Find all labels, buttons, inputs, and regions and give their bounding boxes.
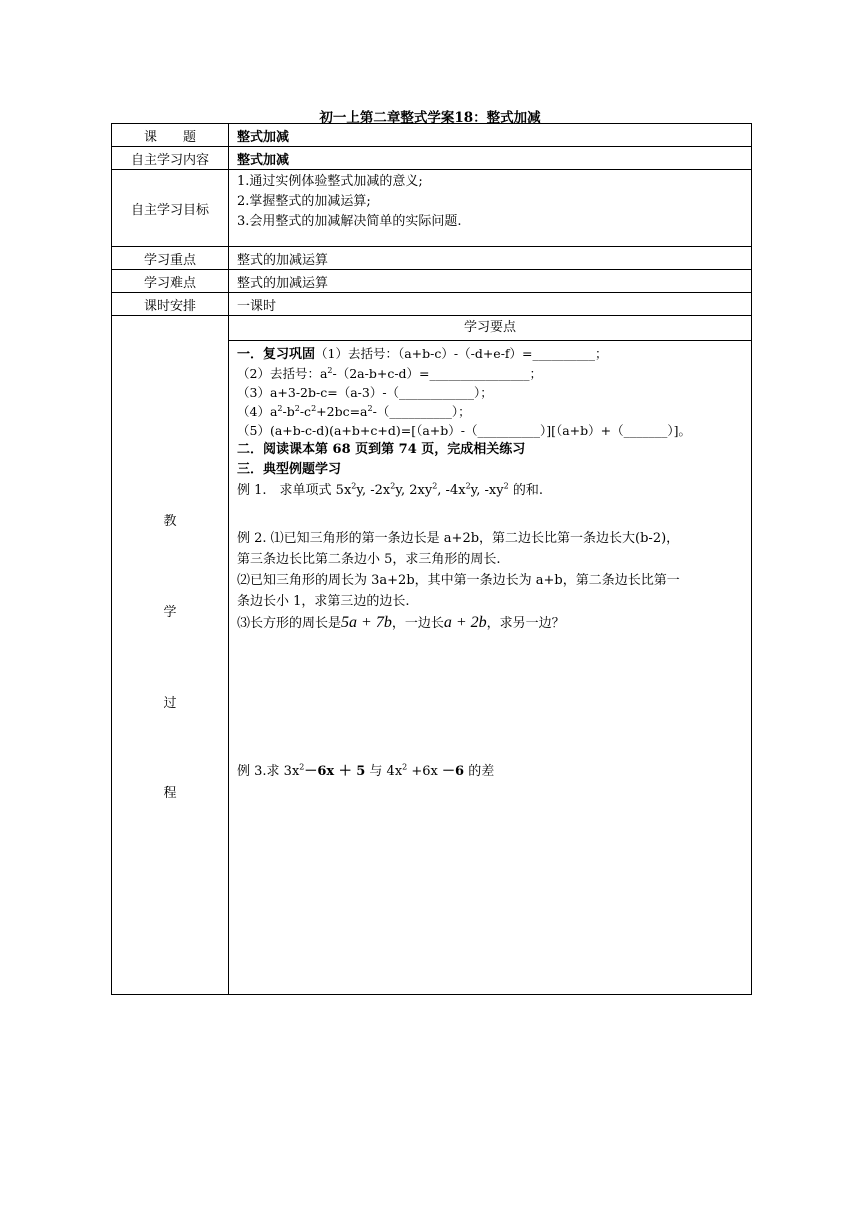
ex3-sup: 2 [402,762,408,772]
ex1-post: 的和. [508,483,543,498]
ex1-sup: 2 [351,481,357,491]
value-topic: 整式加减 [229,124,752,147]
ex3-mid: 与 4x [369,764,403,779]
ex3-post: 的差 [464,764,495,779]
ex1-sup: 2 [503,481,509,491]
label-process [112,316,229,995]
value-content: 整式加减 [229,147,752,170]
review-q1-text: （1）去括号：（a+b-c）-（-d+e-f）=__________； [315,346,608,361]
value-goals [229,170,752,247]
row-content [112,147,752,170]
ex3-b1: －6x ＋ 5 [304,764,366,779]
value-schedule: 一课时 [229,293,752,316]
q4-sup: 2 [294,403,300,413]
ex3-sup: 2 [299,762,305,772]
row-process [112,316,752,995]
review-q1 [237,344,747,364]
process-char: 过 [163,696,177,711]
ex2-line [237,612,747,634]
label-topic: 课 题 [112,124,229,147]
ex3-pre: 例 3.求 3x [237,764,300,779]
row-key-point [112,247,752,270]
ex1-t3: , -4x [437,483,466,498]
ex1-pre: 例 1. 求单项式 5x [237,483,352,498]
ex1-sup: 2 [432,481,438,491]
page-title: 初一上第二章整式学案18：整式加减 [319,110,541,126]
review-heading: 一．复习巩固 [237,347,316,362]
goal-item: 3.会用整式的加减解决简单的实际问题. [237,214,462,229]
ex1-sup: 2 [390,481,396,491]
ex1-t2: y, 2xy [395,483,433,498]
ex2-math-1: 5a + 7b [341,614,392,631]
label-difficulty: 学习难点 [112,270,229,293]
ex2-l5-post: ，求另一边？ [486,616,565,631]
q2-sup: 2 [327,365,333,375]
ex2-line: 条边长小 1，求第三边的边长. [237,594,410,609]
ex2-math-2: a + 2b [443,614,487,631]
ex2-line: 例 2. ⑴已知三角形的第一条边长是 a+2b，第二边长比第一条边长大(b-2)， [237,531,680,546]
process-header: 学习要点 [229,316,751,341]
ex2-line: ⑵已知三角形的周长为 3a+2b，其中第一条边长为 a+b，第二条边长比第一 [237,573,680,588]
q4-sup: 2 [311,403,317,413]
value-difficulty: 整式的加减运算 [229,270,752,293]
review-q5: （5）(a+b-c-d)(a+b+c+d)=[（a+b）-（__________）][（a+b）+（_______）]。 [237,423,691,438]
row-goals [112,170,752,247]
ex3-mid2: +6x [407,764,443,779]
review-q4 [237,402,747,421]
section-examples: 三．典型例题学习 [237,462,342,477]
process-content [229,316,752,995]
label-content: 自主学习内容 [112,147,229,170]
label-schedule: 课时安排 [112,293,229,316]
example-2 [237,528,747,634]
value-key-point: 整式的加减运算 [229,247,752,270]
review-q2 [237,364,747,383]
q4-sup: 2 [277,403,283,413]
ex1-sup: 2 [465,481,471,491]
q4-d: +2bc=a [316,404,368,419]
row-topic [112,124,752,147]
example-3 [237,760,494,779]
ex1-t1: y, -2x [356,483,391,498]
q2-pre: （2）去括号：a [237,366,328,381]
label-key-point: 学习重点 [112,247,229,270]
ex1-t4: y, -xy [470,483,504,498]
goal-item: 2.掌握整式的加减运算; [237,194,371,209]
row-difficulty [112,270,752,293]
process-char: 程 [163,786,177,801]
ex2-l5-pre: ⑶长方形的周长是 [237,616,342,631]
q4-c: -c [299,404,312,419]
process-char: 学 [163,605,177,620]
ex3-b2: －6 [442,764,465,779]
ex2-line: 第三条边长比第二条边小 5，求三角形的周长. [237,552,501,567]
label-goals: 自主学习目标 [112,170,229,247]
q4-a: （4）a [237,404,278,419]
lesson-plan-table [111,123,752,995]
row-schedule [112,293,752,316]
q4-sup: 2 [367,403,373,413]
ex2-l5-mid: ，一边长 [391,616,444,631]
section-reading: 二．阅读课本第 68 页到第 74 页，完成相关练习 [237,442,526,457]
review-q3: （3）a+3-2b-c=（a-3）-（____________）； [237,385,493,400]
example-1 [237,480,747,501]
q4-b: -b [282,404,295,419]
q4-e: -（__________）； [372,404,471,419]
q2-post: -（2a-b+c-d）=________________； [332,366,543,381]
process-char: 教 [163,514,177,529]
goal-item: 1.通过实例体验整式加减的意义; [237,174,423,189]
